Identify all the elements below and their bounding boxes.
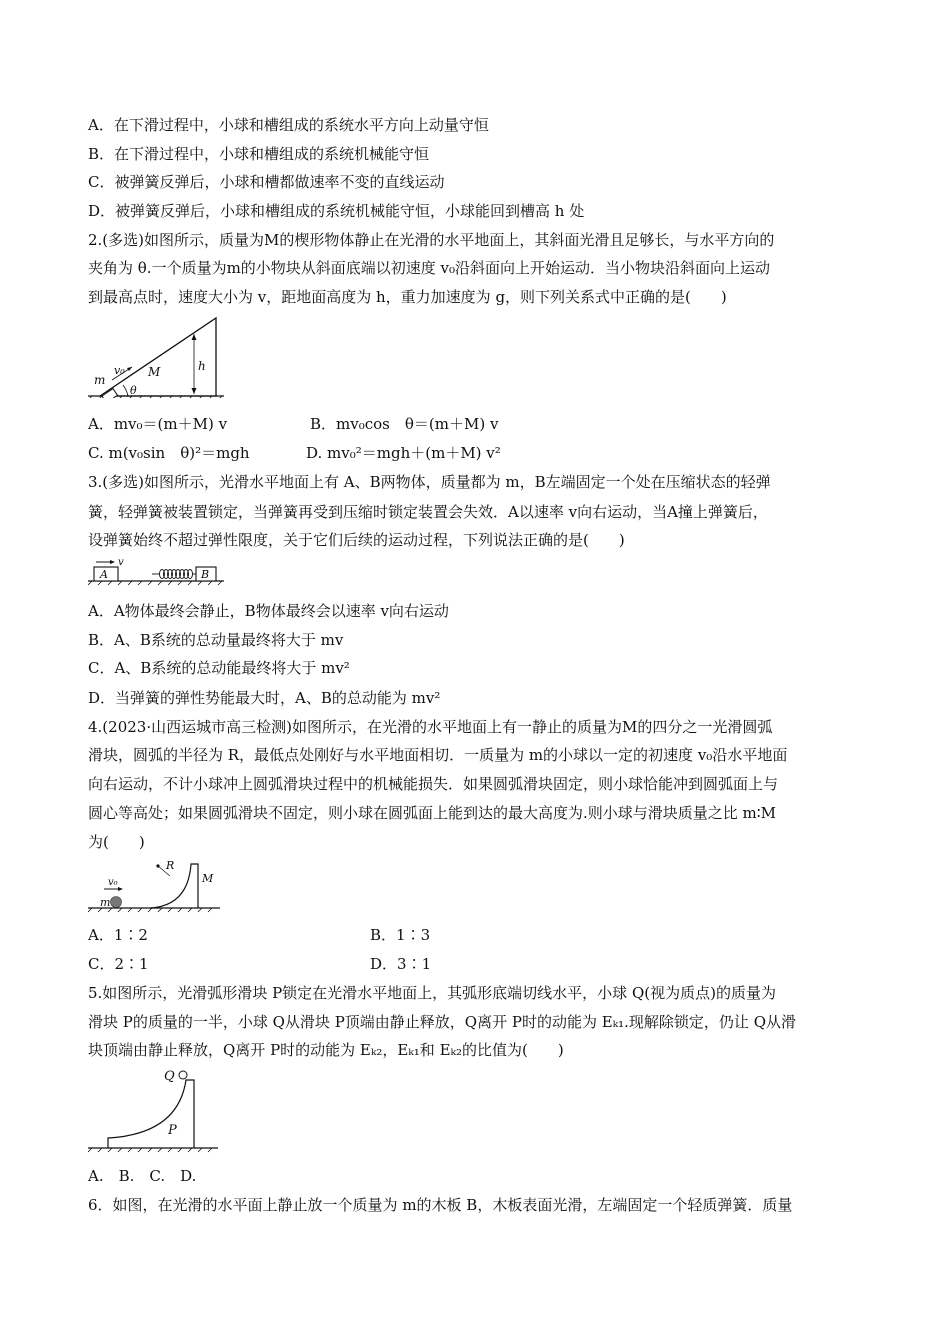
label-h: h (198, 359, 206, 373)
q2-stem-line-3: 到最高点时，速度大小为 v，距地面高度为 h，重力加速度为 g，则下列关系式中正确的是( ) (88, 288, 727, 306)
label-M: M (202, 872, 214, 885)
ball-q (179, 1071, 187, 1079)
q3-stem-line-3: 设弹簧始终不超过弹性限度，关于它们后续的运动过程，下列说法正确的是( ) (88, 531, 625, 549)
spring-coil (152, 570, 196, 579)
label-p: P (168, 1123, 177, 1138)
q4-option-a: A．1∶2 (88, 926, 148, 944)
q4-option-b: B．1∶3 (370, 926, 431, 944)
ball (111, 897, 122, 908)
label-M: M (148, 365, 161, 379)
q3-spring-figure (88, 556, 228, 586)
q3-stem-line-1: 3.(多选)如图所示，光滑水平地面上有 A、B两物体，质量都为 m，B左端固定一个处在压缩状态的轻弹 (88, 473, 771, 491)
q3-option-c: C．A、B系统的总动能最终将大于 mv² (88, 659, 350, 677)
label-theta: θ (130, 384, 137, 397)
q4-option-c: C．2∶1 (88, 955, 149, 973)
q2-stem-line-2: 夹角为 θ.一个质量为m的小物块从斜面底端以初速度 v₀沿斜面向上开始运动．当小物块沿斜面向上运动 (88, 259, 771, 277)
q3-option-b: B．A、B系统的总动量最终将大于 mv (88, 631, 344, 649)
q3-option-d: D．当弹簧的弹性势能最大时，A、B的总动能为 mv² (88, 689, 441, 707)
q2-option-d: D. mv₀²＝mgh＋(m＋M) v² (306, 444, 501, 462)
label-m: m (100, 896, 111, 909)
q5-stem-line-1: 5.如图所示，光滑弧形滑块 P锁定在光滑水平地面上，其弧形底端切线水平，小球 Q(视为质点)的质量为 (88, 984, 776, 1002)
q5-stem-line-3: 块顶端由静止释放，Q离开 P时的动能为 Eₖ₂，Eₖ₁和 Eₖ₂的比值为( ) (88, 1041, 564, 1059)
q2-stem-line-1: 2.(多选)如图所示，质量为M的楔形物体静止在光滑的水平地面上，其斜面光滑且足够长，与水平方向的 (88, 231, 775, 249)
slide-block-p (108, 1080, 194, 1148)
q5-slide-figure (88, 1064, 228, 1154)
q1-option-d: D．被弹簧反弹后，小球和槽组成的系统机械能守恒，小球能回到槽高 h 处 (88, 202, 585, 220)
q2-option-a: A．mv₀＝(m＋M) v (88, 415, 228, 433)
q1-option-c: C．被弹簧反弹后，小球和槽都做速率不变的直线运动 (88, 173, 445, 191)
q1-option-a: A．在下滑过程中，小球和槽组成的系统水平方向上动量守恒 (88, 116, 489, 134)
label-v: v (118, 557, 124, 568)
q3-option-a: A．A物体最终会静止，B物体最终会以速率 v向右运动 (88, 602, 449, 620)
q2-option-b: B．mv₀cos θ＝(m＋M) v (310, 415, 499, 433)
q4-stem-line-3: 向右运动，不计小球冲上圆弧滑块过程中的机械能损失．如果圆弧滑块固定，则小球恰能冲到圆弧面上与 (88, 775, 779, 793)
q4-stem-line-5: 为( ) (88, 833, 145, 851)
q6-stem-line-1: 6．如图，在光滑的水平面上静止放一个质量为 m的木板 B，木板表面光滑，左端固定一个轻质弹簧．质量 (88, 1196, 793, 1214)
label-v0: v₀ (114, 364, 125, 377)
q4-option-d: D．3∶1 (370, 955, 432, 973)
label-m: m (94, 373, 106, 387)
label-v0: v₀ (108, 877, 118, 888)
q2-wedge-figure (88, 316, 228, 398)
label-q: Q (164, 1069, 175, 1084)
q4-stem-line-4: 圆心等高处；如果圆弧滑块不固定，则小球在圆弧面上能到达的最大高度为.则小球与滑块质量之比 m∶M (88, 804, 777, 822)
label-r: R (166, 859, 175, 872)
q1-option-b: B．在下滑过程中，小球和槽组成的系统机械能守恒 (88, 145, 430, 163)
q5-options: A. B. C. D. (88, 1167, 197, 1185)
q3-stem-line-2: 簧，轻弹簧被装置锁定，当弹簧再受到压缩时锁定装置会失效．A以速率 v向右运动，当A撞上弹簧后， (88, 503, 768, 521)
q2-option-c: C. m(v₀sin θ)²＝mgh (88, 444, 250, 462)
label-a: A (100, 568, 108, 581)
q4-stem-line-2: 滑块，圆弧的半径为 R，最低点处刚好与水平地面相切．一质量为 m的小球以一定的初速度 v₀沿水平地面 (88, 746, 788, 764)
label-b: B (201, 568, 210, 581)
q4-stem-line-1: 4.(2023·山西运城市高三检测)如图所示，在光滑的水平地面上有一静止的质量为M的四分之一光滑圆弧 (88, 718, 773, 736)
q5-stem-line-2: 滑块 P的质量的一半，小球 Q从滑块 P顶端由静止释放，Q离开 P时的动能为 Eₖ₁.现解除锁定，仍让 Q从滑 (88, 1013, 796, 1031)
q4-arc-figure (88, 856, 228, 914)
